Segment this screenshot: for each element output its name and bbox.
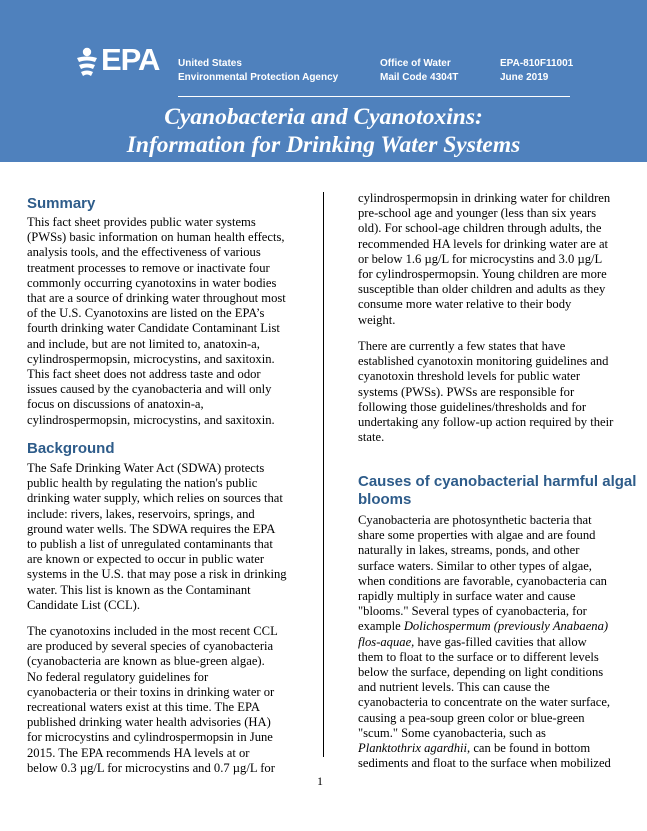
causes-species-post: have gas-filled cavities that allow (414, 634, 587, 649)
text-line: "scum." Some cyanobacteria, such as (358, 725, 546, 740)
background-paragraph-1 (27, 461, 317, 613)
office-line-2: Mail Code 4304T (380, 72, 459, 83)
agency-line-1: United States (178, 58, 242, 69)
background-paragraph-2 (27, 624, 317, 776)
causes-heading-line-2: blooms (358, 491, 412, 508)
text-line: are known or expected to occur in public water (27, 552, 265, 567)
text-line: that are a source of drinking water throughout most (27, 291, 286, 306)
right-paragraph-1 (358, 191, 633, 328)
causes-paragraph (358, 513, 638, 771)
text-line: "blooms." Several types of cyanobacteria, for (358, 604, 587, 619)
causes-heading-line-1: Causes of cyanobacterial harmful algal (358, 473, 637, 490)
text-line: drinking water supply, which relies on sources that (27, 491, 283, 506)
text-line: The cyanotoxins included in the most recent CCL (27, 624, 278, 638)
text-line: 2015. The EPA recommends HA levels at or (27, 745, 250, 760)
text-line: for microcystins and cylindrospermopsin in June (27, 730, 273, 745)
causes-species-line-2 (358, 635, 638, 650)
text-line: No federal regulatory guidelines for (27, 669, 209, 684)
text-line: This fact sheet does not address taste and odor (27, 367, 261, 382)
text-line: fourth drinking water Candidate Contaminant List (27, 321, 280, 336)
doc-number: EPA-810F11001 (500, 58, 574, 69)
text-line: cylindrospermopsin, microcystins, and saxitoxin. (27, 412, 275, 427)
right-paragraph-2 (358, 339, 633, 445)
text-line: ground water wells. The SDWA requires the EPA (27, 521, 276, 536)
text-line: rapidly multiply in surface water and cause (358, 589, 576, 604)
text-line: or below 1.6 µg/L for microcystins and 3.0 µg/L (358, 251, 603, 266)
text-line: when conditions are favorable, cyanobacteria can (358, 573, 607, 588)
text-line: recommended HA levels for drinking water are at (358, 236, 609, 251)
text-line: to publish a list of unregulated contaminants that (27, 537, 273, 552)
text-line: public health by regulating the nation's public (27, 476, 258, 491)
text-line: established cyanotoxin monitoring guidelines and (358, 354, 609, 369)
text-line: analysis tools, and the effectiveness of various (27, 245, 261, 260)
logo-text: EPA (101, 42, 160, 77)
text-line: and nutrient levels. This can cause the (358, 680, 550, 695)
causes-species-pre: example (358, 619, 404, 634)
epa-flower-icon (74, 46, 100, 80)
page-number: 1 (317, 774, 323, 788)
text-line: cylindrospermopsin in drinking water for children (358, 191, 611, 205)
text-line: This fact sheet provides public water systems (27, 215, 256, 229)
text-line: and include, but are not limited to, anatoxin-a, (27, 336, 260, 351)
causes-plank-italic: Planktothrix agardhii (358, 741, 468, 756)
text-line: There are currently a few states that have (358, 339, 566, 353)
agency-line-2: Environmental Protection Agency (178, 72, 339, 83)
causes-species-italic: Dolichospermum (previously Anabaena) (403, 619, 609, 634)
text-line: treatment processes to remove or inactivate four (27, 260, 270, 275)
text-line: following those guidelines/thresholds and for (358, 399, 587, 414)
text-line: for cylindrospermopsin. Young children are more (358, 267, 607, 282)
text-line: causing a pea-soup green color or blue-green (358, 710, 585, 725)
causes-last-line: sediments and float to the surface when mobilized (358, 756, 611, 771)
text-line: commonly occurring cyanotoxins in water bodies (27, 275, 277, 290)
text-line: (cyanobacteria are known as blue-green algae). (27, 654, 265, 669)
causes-species-italic-2: flos-aquae, (358, 634, 415, 649)
text-line: of the U.S. Cyanotoxins are listed on the EPA’s (27, 306, 265, 321)
text-line: Cyanobacteria are photosynthetic bacteria that (358, 513, 592, 527)
text-line: (PWSs) basic information on human health effects, (27, 230, 285, 245)
text-line: susceptible than older children and adults as they (358, 282, 606, 297)
title-line-2: Information for Drinking Water Systems (126, 132, 521, 158)
text-line: recreational waters exist at this time. The EPA (27, 700, 260, 715)
causes-plank-line (358, 741, 638, 756)
text-line: old). For school-age children through adults, the (358, 221, 602, 236)
summary-paragraph (27, 215, 317, 428)
text-line: pre-school age and younger (less than six years (358, 206, 597, 221)
text-line: water. This list is known as the Contaminant (27, 582, 251, 597)
header-rule (178, 96, 570, 97)
text-line: share some properties with algae and are found (358, 528, 596, 543)
text-line: state. (358, 430, 385, 445)
column-divider (323, 192, 324, 757)
text-line: cyanobacteria or their toxins in drinking water or (27, 684, 275, 699)
text-line: naturally in lakes, streams, ponds, and other (358, 543, 580, 558)
text-line: below 0.3 µg/L for microcystins and 0.7 µg/L for (27, 760, 275, 775)
text-line: The Safe Drinking Water Act (SDWA) protects (27, 461, 265, 475)
text-line: issues caused by the cyanobacteria and will only (27, 382, 272, 397)
text-line: systems in the U.S. that may pose a risk in drinking (27, 567, 287, 582)
text-line: published drinking water health advisories (HA) (27, 715, 271, 730)
text-line: undertaking any follow-up action required by their (358, 415, 614, 430)
summary-heading: Summary (27, 195, 96, 212)
doc-date: June 2019 (500, 72, 549, 83)
text-line: systems (PWSs). PWSs are responsible for (358, 384, 575, 399)
text-line: cyanobacteria to concentrate on the water surface, (358, 695, 611, 710)
causes-plank-post: , can be found in bottom (467, 741, 591, 756)
text-line: weight. (358, 312, 396, 327)
text-line: Candidate List (CCL). (27, 597, 140, 612)
text-line: consume more water relative to their body (358, 297, 572, 312)
text-line: surface waters. Similar to other types of algae, (358, 558, 592, 573)
office-line-1: Office of Water (380, 58, 451, 69)
text-line: cyanotoxin threshold levels for public water (358, 369, 581, 384)
text-line: are produced by several species of cyanobacteria (27, 639, 274, 654)
text-line: focus on discussions of anatoxin-a, (27, 397, 204, 412)
causes-species-line (358, 619, 638, 634)
text-line: below the surface, depending on light conditions (358, 665, 604, 680)
header-banner (0, 0, 647, 162)
text-line: cylindrospermopsin, microcystins, and saxitoxin. (27, 351, 275, 366)
title-line-1: Cyanobacteria and Cyanotoxins: (164, 104, 483, 130)
text-line: them to float to the surface or to different levels (358, 649, 599, 664)
background-heading: Background (27, 440, 115, 457)
text-line: include: rivers, lakes, reservoirs, springs, and (27, 506, 255, 521)
